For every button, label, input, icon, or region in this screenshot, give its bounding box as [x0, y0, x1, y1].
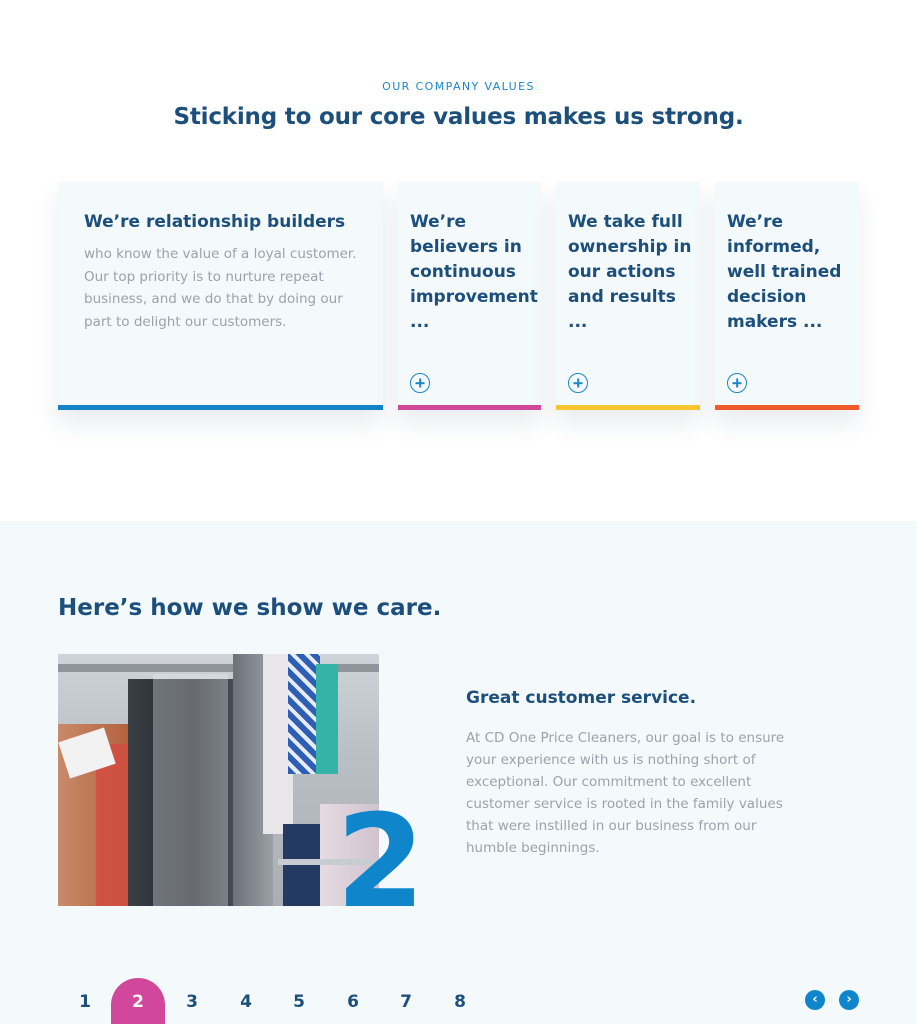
plus-circle-icon[interactable]: [568, 373, 588, 393]
value-card-body: who know the value of a loyal customer. Our top priority is to nurture repeat business, and we do that by doing our part to delight our customers.: [84, 246, 357, 330]
value-card-ownership[interactable]: [556, 182, 700, 410]
next-arrow-icon[interactable]: ›: [839, 990, 859, 1010]
slide-title: Great customer service.: [466, 688, 697, 708]
value-card-title: We’re informed, well trained decision makers ...: [727, 212, 842, 332]
plus-circle-icon[interactable]: [410, 373, 430, 393]
value-card-informed[interactable]: [715, 182, 859, 410]
pager-item-6[interactable]: 6: [347, 992, 359, 1012]
pager-item-7[interactable]: 7: [400, 992, 412, 1012]
slide-body: At CD One Price Cleaners, our goal is to ensure your experience with us is nothing short of exceptional. Our commitment to excellent customer service is rooted in the family values that were instilled in our business from our humble beginnings.: [466, 730, 785, 856]
pager-item-1[interactable]: 1: [79, 992, 91, 1012]
value-card-accent-bar: [715, 405, 859, 410]
care-section: [0, 521, 917, 1024]
prev-arrow-icon[interactable]: ‹: [805, 990, 825, 1010]
garment-navy: [283, 824, 323, 906]
value-card-improvement[interactable]: [398, 182, 541, 410]
value-card-accent-bar: [556, 405, 700, 410]
value-card-title: We’re relationship builders: [84, 212, 346, 232]
pager-item-5[interactable]: 5: [293, 992, 305, 1012]
values-eyebrow: OUR COMPANY VALUES: [382, 80, 535, 93]
pager-item-8[interactable]: 8: [454, 992, 466, 1012]
value-card-title: We’re believers in continuous improvement ...: [410, 212, 538, 332]
value-card-accent-bar: [58, 405, 383, 410]
garment-plastic: [153, 674, 228, 906]
value-card-relationship[interactable]: [58, 182, 383, 410]
values-headline: Sticking to our core values makes us strong.: [173, 104, 744, 130]
slide-number: 2: [336, 788, 422, 937]
plus-circle-icon[interactable]: [727, 373, 747, 393]
pager-item-3[interactable]: 3: [186, 992, 198, 1012]
garment-teal: [316, 664, 338, 774]
pager-item-4[interactable]: 4: [240, 992, 252, 1012]
pager-item-2[interactable]: 2: [111, 978, 165, 1024]
slide-photo: [58, 654, 379, 906]
value-card-accent-bar: [398, 405, 541, 410]
care-title: Here’s how we show we care.: [58, 595, 442, 621]
value-card-title: We take full ownership in our actions and results ...: [568, 212, 692, 332]
